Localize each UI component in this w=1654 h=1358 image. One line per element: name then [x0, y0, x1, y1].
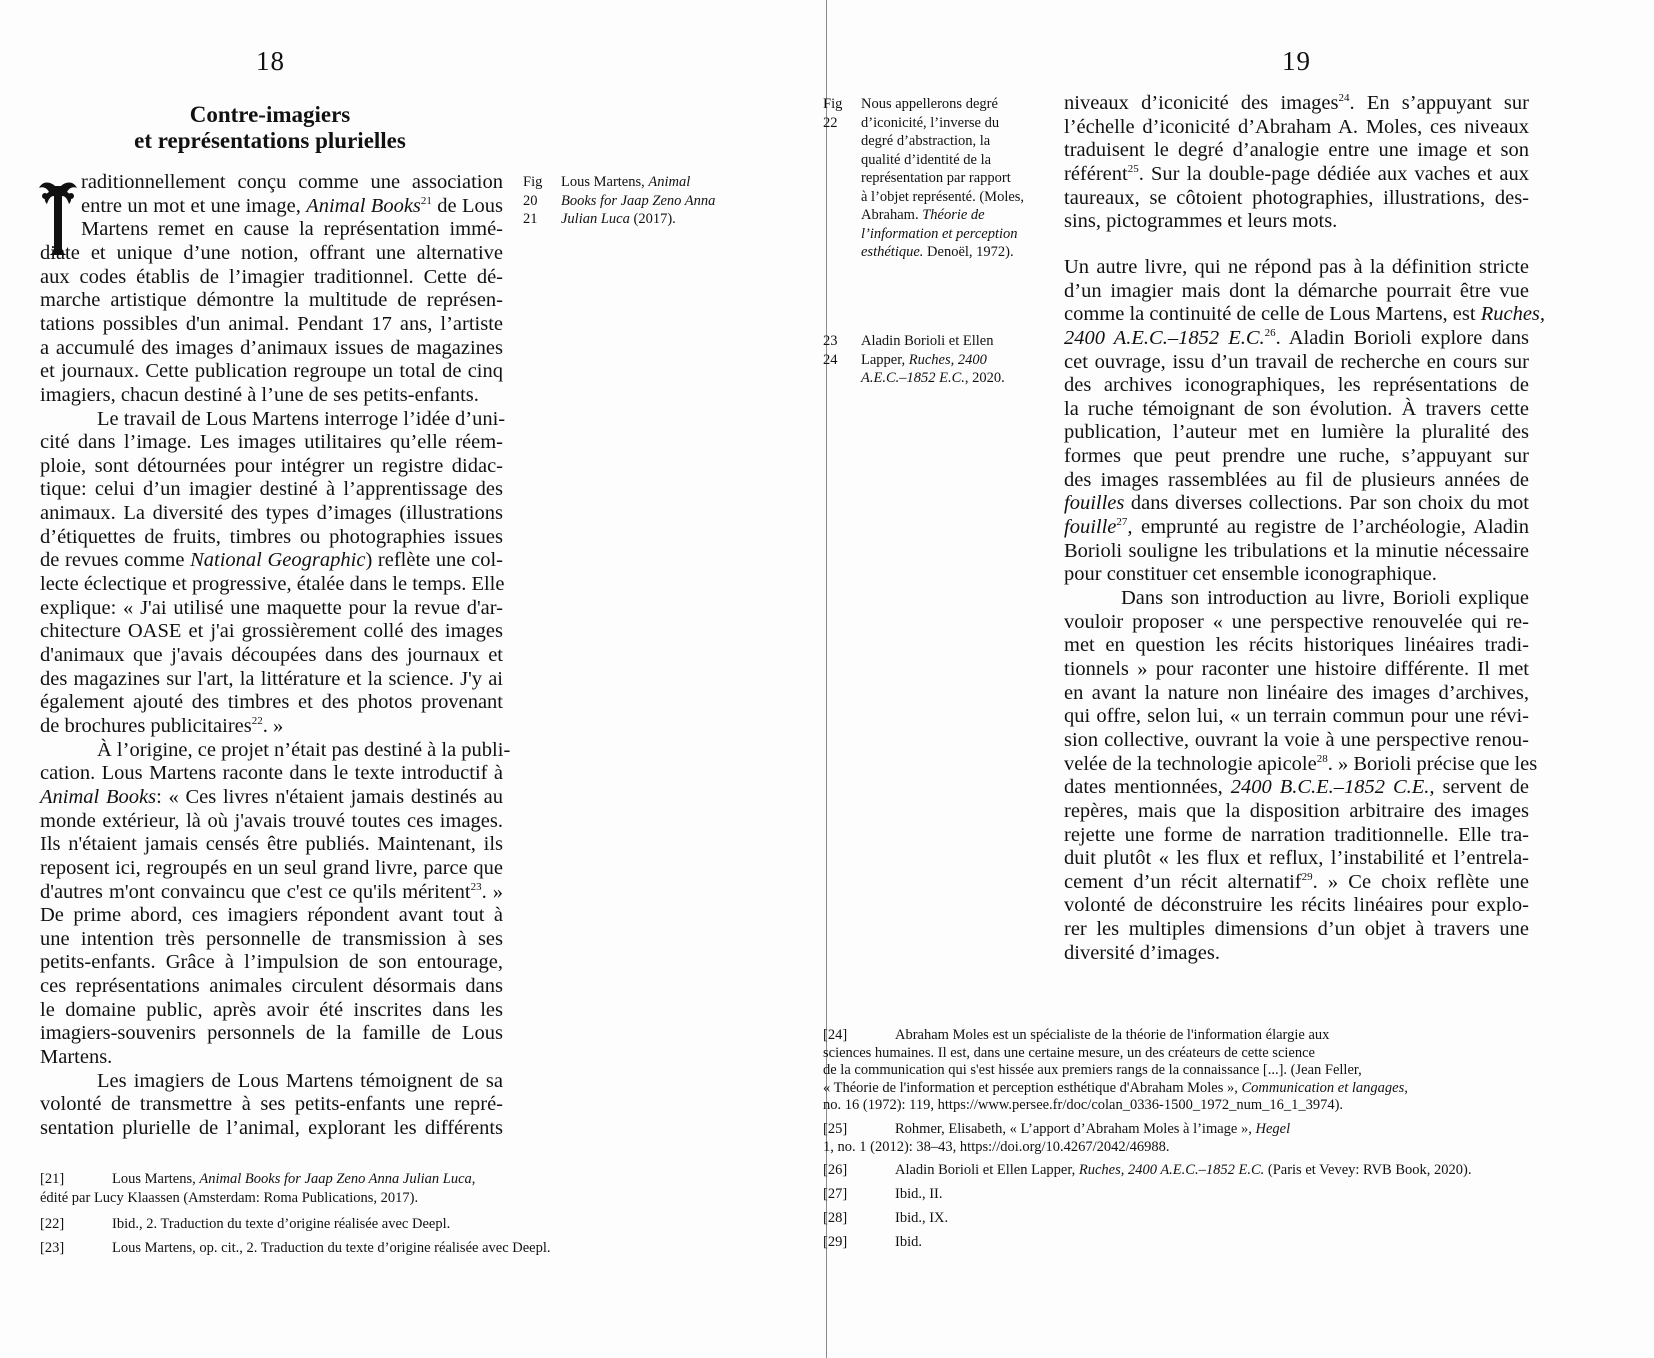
- body-line: tionnels » pour raconter une histoire différente. Il met: [1064, 657, 1529, 680]
- footnote: [823, 1027, 1408, 1115]
- margin-note-text: Aladin Borioli et Ellen: [861, 333, 994, 349]
- margin-note-text: Abraham. Théorie de: [861, 207, 985, 223]
- footnote: [823, 1210, 948, 1228]
- footnote: [40, 1239, 551, 1258]
- body-line: duit plutôt « les flux et reflux, l’instabilité et l’entrela-: [1064, 847, 1529, 870]
- body-line: sion collective, ouvrant la voie à une perspective renou-: [1064, 728, 1529, 751]
- body-line: Un autre livre, qui ne répond pas à la définition stricte: [1064, 255, 1529, 278]
- body-line: des archives iconographiques, les représentations de: [1064, 374, 1529, 397]
- body-line: tique: celui d’un imagier destiné à l’apprentissage des: [40, 478, 503, 501]
- margin-note-number: 21: [523, 211, 538, 227]
- footnote-number: [24]: [823, 1027, 848, 1043]
- body-line: repères, mais que la disposition arbitraire des images: [1064, 799, 1529, 822]
- body-line: Dans son introduction au livre, Borioli explique: [1121, 587, 1529, 609]
- body-line: de brochures publicitaires$^{22}$. »: [40, 714, 284, 737]
- margin-note-number: Fig: [523, 174, 543, 190]
- body-line: en avant la nature non linéaire des images d’archives,: [1064, 681, 1529, 704]
- body-line: fouilles dans diverses collections. Par son choix du mot: [1064, 492, 1529, 515]
- body-line: des magazines sur l'art, la littérature et la science. J'y ai: [40, 667, 503, 690]
- margin-note-text: Nous appellerons degré: [861, 96, 998, 112]
- body-line: Martens remet en cause la représentation immé-: [81, 218, 503, 241]
- body-line: cation. Lous Martens raconte dans le texte introductif à: [40, 762, 503, 785]
- body-line: d'animaux que j'avais découpées dans des journaux et: [40, 644, 503, 666]
- margin-note-number: 24: [823, 351, 838, 368]
- body-line: raditionnellement conçu comme une association: [81, 171, 503, 193]
- body-line: imagiers, chacun destiné à l’une de ses petits-enfants.: [40, 383, 479, 406]
- body-line: traduisent le degré d’analogie entre une image et son: [1064, 139, 1529, 162]
- margin-note-number: 20: [523, 192, 538, 209]
- body-line: volonté de transmettre à ses petits-enfants une repré-: [40, 1093, 503, 1116]
- body-line: imagiers-souvenirs personnels de la famille de Lous: [40, 1022, 503, 1045]
- body-line: Animal Books: « Ces livres n'étaient jamais destinés au: [40, 785, 503, 808]
- body-line: animaux. La diversité des types d’images (illustrations: [40, 502, 503, 525]
- footnote-number: [23]: [40, 1240, 65, 1256]
- body-line: monde extérieur, là où j'avais trouvé toutes ces images.: [40, 809, 503, 832]
- body-line: référent$^{25}$. Sur la double-page dédiée aux vaches et aux: [1064, 162, 1529, 185]
- body-line: petits-enfants. Grâce à l’impulsion de son entourage,: [40, 951, 503, 974]
- footnote-text: Ibid., IX.: [895, 1210, 949, 1226]
- body-line: Le travail de Lous Martens interroge l’idée d’uni-: [97, 407, 506, 430]
- margin-note-text: Lous Martens, Animal: [561, 174, 691, 190]
- body-line: pour constituer cet ensemble iconographique.: [1064, 563, 1437, 586]
- footnote: [823, 1162, 1471, 1180]
- margin-note-text: représentation par rapport: [861, 170, 1011, 186]
- body-line: d’étiquettes de fruits, timbres ou photographies issues: [40, 525, 503, 548]
- margin-note-text: Lapper, Ruches, 2400: [861, 351, 987, 368]
- margin-note-number: 23: [823, 333, 838, 349]
- body-line: volonté de déconstruire les récits linéaires pour explo-: [1064, 894, 1529, 917]
- footnote: [40, 1170, 475, 1208]
- footnote-text: Lous Martens, Animal Books for Jaap Zeno Anna Julian Luca,: [112, 1171, 476, 1187]
- body-line: dates mentionnées, 2400 B.C.E.–1852 C.E., servent de: [1064, 776, 1529, 799]
- body-line: vouloir proposer « une perspective renouvelée qui re-: [1064, 610, 1529, 633]
- margin-note-text: l’information et perception: [861, 225, 1018, 242]
- margin-note-text: qualité d’identité de la: [861, 151, 992, 168]
- body-line: sins, pictogrammes et leurs mots.: [1064, 210, 1338, 233]
- margin-note-text: Julian Luca (2017).: [561, 211, 676, 227]
- body-line: et journaux. Cette publication regroupe un total de cinq: [40, 360, 503, 383]
- chapter-title-line-2: et représentations plurielles: [134, 128, 406, 153]
- body-line: une intention très personnelle de transmission à ses: [40, 927, 503, 950]
- body-line: de revues comme National Geographic) reflète une col-: [40, 549, 503, 572]
- footnote: [823, 1121, 1290, 1156]
- body-line: diversité d’images.: [1064, 941, 1220, 964]
- body-line: qui offre, selon lui, « un terrain commun pour une révi-: [1064, 705, 1529, 728]
- body-line: ploie, sont détournées pour intégrer un registre didac-: [40, 454, 503, 477]
- body-line: l’échelle d’iconicité d’Abraham A. Moles, ces niveaux: [1064, 115, 1529, 138]
- body-line: tations possibles d'un animal. Pendant 17 ans, l’artiste: [40, 312, 503, 335]
- chapter-title: [60, 102, 480, 154]
- body-line: des images rassemblées au fil de plusieurs années de: [1064, 468, 1529, 491]
- page-number: 18: [256, 46, 285, 76]
- margin-note-number: Fig: [823, 96, 843, 112]
- right-page: [823, 0, 1654, 1358]
- footnote: [823, 1234, 922, 1252]
- footnote-number: [22]: [40, 1216, 65, 1232]
- body-line: Les imagiers de Lous Martens témoignent de sa: [97, 1069, 503, 1092]
- footnote-text: de la communication qui s'est hissée aux premiers rangs de la connaissance [...]. (Jean Feller,: [823, 1062, 1362, 1078]
- body-line: explique: « J'ai utilisé une maquette pour la revue d'ar-: [40, 596, 503, 619]
- footnote-text: sciences humaines. Il est, dans une certaine mesure, un des créateurs de cette science: [823, 1044, 1315, 1061]
- footnote-number: [29]: [823, 1234, 848, 1250]
- body-line: d’un imagier mais dont la démarche pourrait être vue: [1064, 279, 1529, 302]
- footnote-number: [28]: [823, 1210, 848, 1226]
- footnote-text: 1, no. 1 (2012): 38–43, https://doi.org/10.4267/2042/46988.: [823, 1138, 1170, 1155]
- body-line: sentation plurielle de l’animal, explorant les différents: [40, 1117, 503, 1139]
- body-line: cité dans l’image. Les images utilitaires qu’elle réem-: [40, 431, 503, 454]
- body-line: 2400 A.E.C.–1852 E.C.$^{26}$. Aladin Borioli explore dans: [1064, 326, 1529, 349]
- body-line: Ils n'étaient jamais censés être publiés. Maintenant, ils: [40, 833, 503, 856]
- page-number: 19: [1282, 46, 1311, 76]
- footnote-text: Rohmer, Elisabeth, « L’apport d’Abraham Moles à l’image », Hegel: [895, 1121, 1291, 1137]
- footnote-text: no. 16 (1972): 119, https://www.persee.fr/doc/colan_0336-1500_1972_num_16_1_3974).: [823, 1097, 1344, 1113]
- footnote-text: Ibid., II.: [895, 1186, 943, 1202]
- body-line: formes que peut prendre une ruche, s’appuyant sur: [1064, 445, 1529, 468]
- body-line: également ajouté des timbres et des photos provenant: [40, 691, 503, 714]
- body-line: chitecture OASE et j'ai grossièrement collé des images: [40, 620, 503, 643]
- body-line: cet ouvrage, issu d’un travail de recherche en cours sur: [1064, 350, 1529, 373]
- footnote-number: [26]: [823, 1162, 848, 1178]
- body-line: Martens.: [40, 1046, 113, 1069]
- margin-note-number: 22: [823, 114, 838, 131]
- margin-note-text: Books for Jaap Zeno Anna: [561, 192, 716, 209]
- footnote-number: [25]: [823, 1121, 848, 1137]
- body-line: taureaux, se côtoient photographies, illustrations, des-: [1064, 186, 1529, 209]
- body-line: d'autres m'ont convaincu que c'est ce qu'ils méritent$^{23}$. »: [40, 880, 504, 903]
- footnote-text: Ibid.: [895, 1234, 922, 1250]
- margin-note-text: d’iconicité, l’inverse du: [861, 114, 1000, 131]
- margin-note-text: esthétique. Denoël, 1972).: [861, 244, 1014, 260]
- body-line: la ruche témoignant de son évolution. À travers cette: [1064, 397, 1529, 420]
- body-line: rer les multiples dimensions d’un objet à travers une: [1064, 918, 1529, 941]
- chapter-title-line-1: Contre-imagiers: [189, 102, 351, 127]
- body-line: niveaux d’iconicité des images$^{24}$. En s’appuyant sur: [1064, 92, 1529, 114]
- body-line: velée de la technologie apicole$^{28}$. » Borioli précise que les: [1064, 752, 1538, 775]
- body-line: cement d’un récit alternatif$^{29}$. » Ce choix reflète une: [1064, 870, 1529, 893]
- margin-note-text: degré d’abstraction, la: [861, 133, 991, 149]
- body-line: ces représentations animales circulent désormais dans: [40, 975, 503, 998]
- body-line: comme la continuité de celle de Lous Martens, est Ruches,: [1064, 303, 1546, 326]
- body-line: marche artistique démontre la multitude de représen-: [40, 289, 503, 312]
- footnote-number: [27]: [823, 1186, 848, 1202]
- body-line: À l’origine, ce projet n’était pas destiné à la publi-: [97, 738, 511, 761]
- footnote: [823, 1186, 943, 1204]
- footnote: [40, 1215, 450, 1234]
- body-line: a accumulé des images d’animaux issues de magazines: [40, 336, 503, 359]
- footnote-text: Abraham Moles est un spécialiste de la théorie de l'information élargie aux: [895, 1027, 1330, 1043]
- margin-note-text: à l’objet représenté. (Moles,: [861, 188, 1025, 205]
- body-line: De prime abord, ces imagiers répondent avant tout à: [40, 904, 503, 927]
- footnote-text: Aladin Borioli et Ellen Lapper, Ruches, 2400 A.E.C.–1852 E.C. (Paris et Vevey: RVB Book, 2020).: [895, 1162, 1472, 1178]
- body-line: le domaine public, après avoir été inscrites dans les: [40, 998, 503, 1021]
- body-line: diate et unique d’une notion, offrant une alternative: [40, 241, 503, 264]
- footnote-text: Ibid., 2. Traduction du texte d’origine réalisée avec Deepl.: [112, 1216, 451, 1232]
- body-line: entre un mot et une image, Animal Books$^{21}$ de Lous: [81, 194, 503, 217]
- footnote-text: « Théorie de l'information et perception esthétique d'Abraham Moles », Communication et langages,: [823, 1079, 1408, 1096]
- body-line: rejette une forme de narration traditionnelle. Elle tra-: [1064, 823, 1529, 846]
- left-page: [0, 0, 826, 1358]
- footnote-text-continued: édité par Lucy Klaassen (Amsterdam: Roma Publications, 2017).: [40, 1190, 419, 1206]
- body-line: fouille$^{27}$, emprunté au registre de l’archéologie, Aladin: [1064, 516, 1529, 539]
- footnote-text: Lous Martens, op. cit., 2. Traduction du texte d’origine réalisée avec Deepl.: [112, 1240, 551, 1256]
- margin-note-text: A.E.C.–1852 E.C., 2020.: [861, 370, 1005, 386]
- body-line: met en question les récits historiques linéaires tradi-: [1064, 634, 1529, 657]
- body-line: aux codes établis de l’imagier traditionnel. Cette dé-: [40, 265, 503, 288]
- footnote-number: [21]: [40, 1171, 65, 1187]
- body-line: lecte éclectique et progressive, étalée dans le temps. Elle: [40, 573, 505, 596]
- body-line: Borioli souligne les tribulations et la minutie nécessaire: [1064, 539, 1529, 562]
- body-line: reposent ici, regroupés en un seul grand livre, parce que: [40, 856, 503, 879]
- body-line: publication, l’auteur met en lumière la pluralité des: [1064, 421, 1529, 444]
